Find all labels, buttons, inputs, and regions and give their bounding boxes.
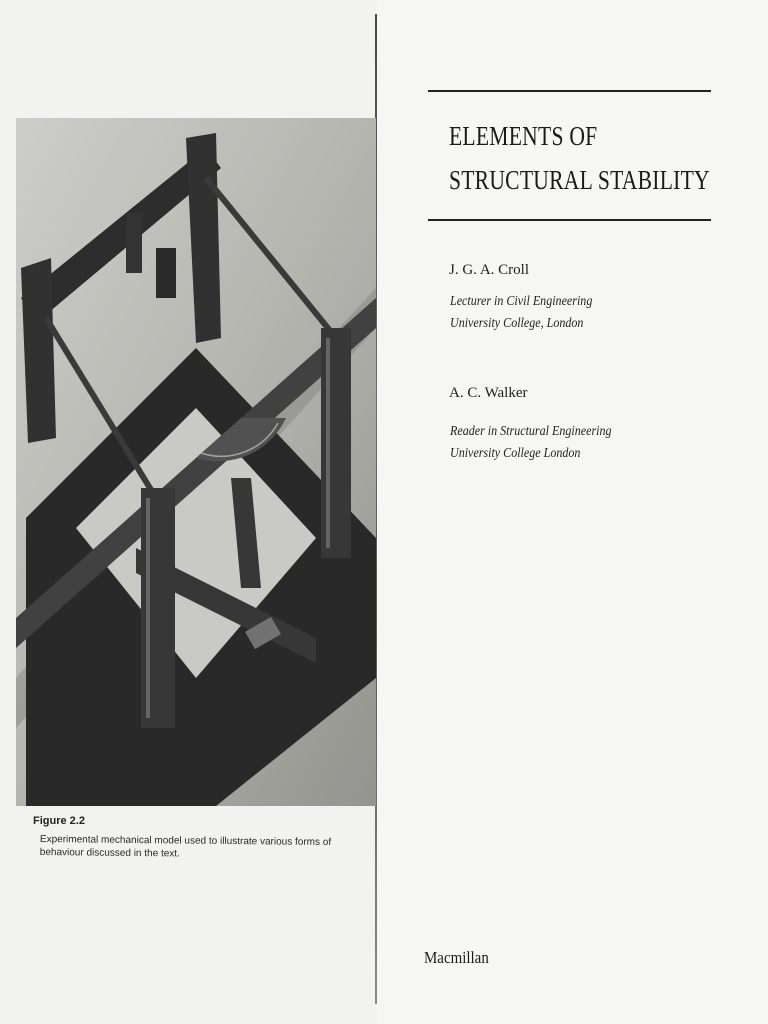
author-affiliation — [450, 291, 592, 335]
book-title-line-2: STRUCTURAL STABILITY — [449, 165, 710, 195]
publisher-name: Macmillan — [424, 948, 489, 967]
author-position: Lecturer in Civil Engineering — [450, 294, 593, 309]
book-title-line-1: ELEMENTS OF — [449, 121, 598, 151]
figure-photo — [16, 118, 376, 806]
author-name: A. C. Walker — [449, 385, 528, 401]
mechanical-model-illustration — [16, 118, 376, 806]
title-rule-top — [428, 90, 711, 92]
figure-caption: Experimental mechanical model used to illustrate various forms of behaviour discussed in the text. — [39, 833, 332, 860]
author-position: Reader in Structural Engineering — [450, 424, 612, 439]
figure-label: Figure 2.2 — [33, 815, 85, 827]
author-institution: University College, London — [450, 316, 584, 331]
author-institution: University College London — [450, 446, 581, 461]
book-title — [449, 114, 710, 202]
title-rule-bottom — [428, 219, 711, 221]
author-name: J. G. A. Croll — [449, 262, 530, 278]
author-affiliation — [450, 421, 612, 465]
